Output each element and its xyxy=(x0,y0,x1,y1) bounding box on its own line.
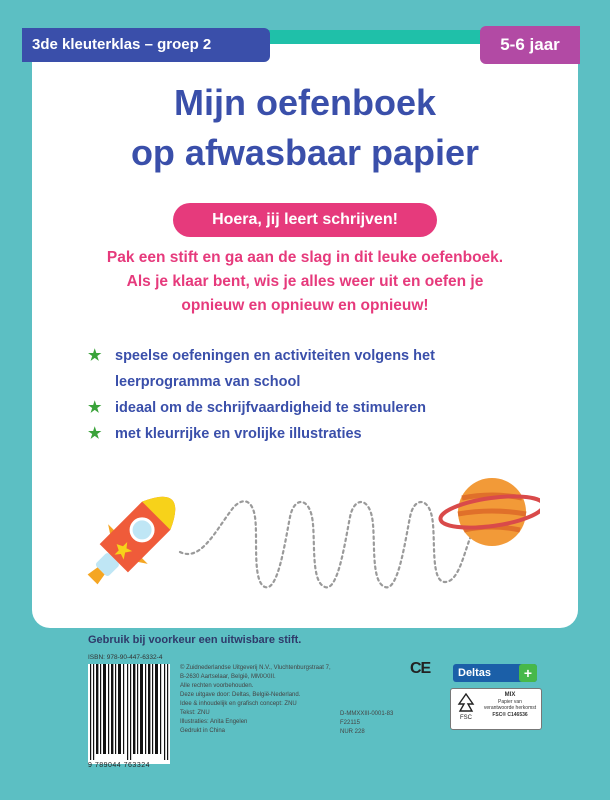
intro-text xyxy=(32,246,578,318)
fsc-line: verantwoorde herkomst xyxy=(483,705,537,711)
title-line-1: Mijn oefenboek xyxy=(173,82,437,123)
feature-item xyxy=(88,422,528,446)
plus-icon: + xyxy=(519,664,537,682)
code-line: F22115 xyxy=(340,720,360,726)
credit-line: Idee & inhoudelijk en grafisch concept: ZNU xyxy=(180,701,297,707)
credit-line: Tekst: ZNU xyxy=(180,710,210,716)
credit-line: Alle rechten voorbehouden. xyxy=(180,683,254,689)
rocket-planet-illustration xyxy=(80,462,540,612)
imprint-block xyxy=(86,652,536,780)
code-line: NUR 228 xyxy=(340,729,365,735)
age-label: 5-6 jaar xyxy=(480,26,580,64)
grade-label: 3de kleuterklas – groep 2 xyxy=(22,28,270,62)
tagline-pill: Hoera, jij leert schrijven! xyxy=(173,203,437,237)
publisher-name: Deltas xyxy=(458,667,492,679)
fsc-mix: MIX xyxy=(504,692,516,698)
book-title xyxy=(32,78,578,178)
ce-icon: CE xyxy=(410,660,431,677)
fsc-icon xyxy=(454,693,478,725)
product-codes xyxy=(340,710,393,737)
feature-text: met kleurrijke en vrolijke illustraties xyxy=(115,426,362,442)
feature-text: speelse oefeningen en activiteiten volgens het xyxy=(115,348,435,364)
credit-line: Gedrukt in China xyxy=(180,728,226,734)
fsc-line: Papier van xyxy=(498,698,522,705)
feature-list xyxy=(88,344,528,448)
title-line-2: op afwasbaar papier xyxy=(130,132,480,173)
intro-line: opnieuw en opnieuw en opnieuw! xyxy=(181,297,429,314)
feature-item xyxy=(88,344,528,368)
marker-hint: Gebruik bij voorkeur een uitwisbare stift. xyxy=(88,634,302,646)
barcode-icon xyxy=(88,664,170,764)
feature-text: leerprogramma van school xyxy=(115,374,301,390)
barcode-number: 9 789044 763324 xyxy=(88,762,150,769)
star-icon: ★ xyxy=(88,425,102,442)
credit-line: Deze uitgave door: Deltas, België-Nederland. xyxy=(180,692,301,698)
publisher-logo xyxy=(453,664,537,682)
fsc-logo-text: FSC xyxy=(460,715,472,721)
intro-line: Als je klaar bent, wis je alles weer uit en oefen je xyxy=(126,273,484,290)
planet-icon xyxy=(439,478,540,546)
fsc-code: FSC® C146536 xyxy=(492,711,528,718)
feature-text: ideaal om de schrijfvaardigheid te stimuleren xyxy=(115,400,427,416)
feature-item-continued xyxy=(88,370,528,394)
star-icon: ★ xyxy=(88,347,102,364)
star-icon: ★ xyxy=(88,399,102,416)
credit-line: B-2630 Aartselaar, België, MMXXIII. xyxy=(180,674,276,680)
fsc-text xyxy=(481,692,539,718)
intro-line: Pak een stift en ga aan de slag in dit leuke oefenboek. xyxy=(106,249,504,266)
feature-item xyxy=(88,396,528,420)
tracing-path xyxy=(180,501,472,587)
code-line: D-MMXXIII-0001-83 xyxy=(340,711,394,717)
rocket-icon xyxy=(80,480,192,599)
credit-line: Illustraties: Anita Engelen xyxy=(180,719,248,725)
teal-accent-bar xyxy=(258,30,490,44)
credit-line: © Zuidnederlandse Uitgeverij N.V., Vluchtenburgstraat 7, xyxy=(180,665,331,671)
isbn-label: ISBN: 978-90-447-6332-4 xyxy=(88,654,163,661)
fsc-label xyxy=(450,688,542,730)
